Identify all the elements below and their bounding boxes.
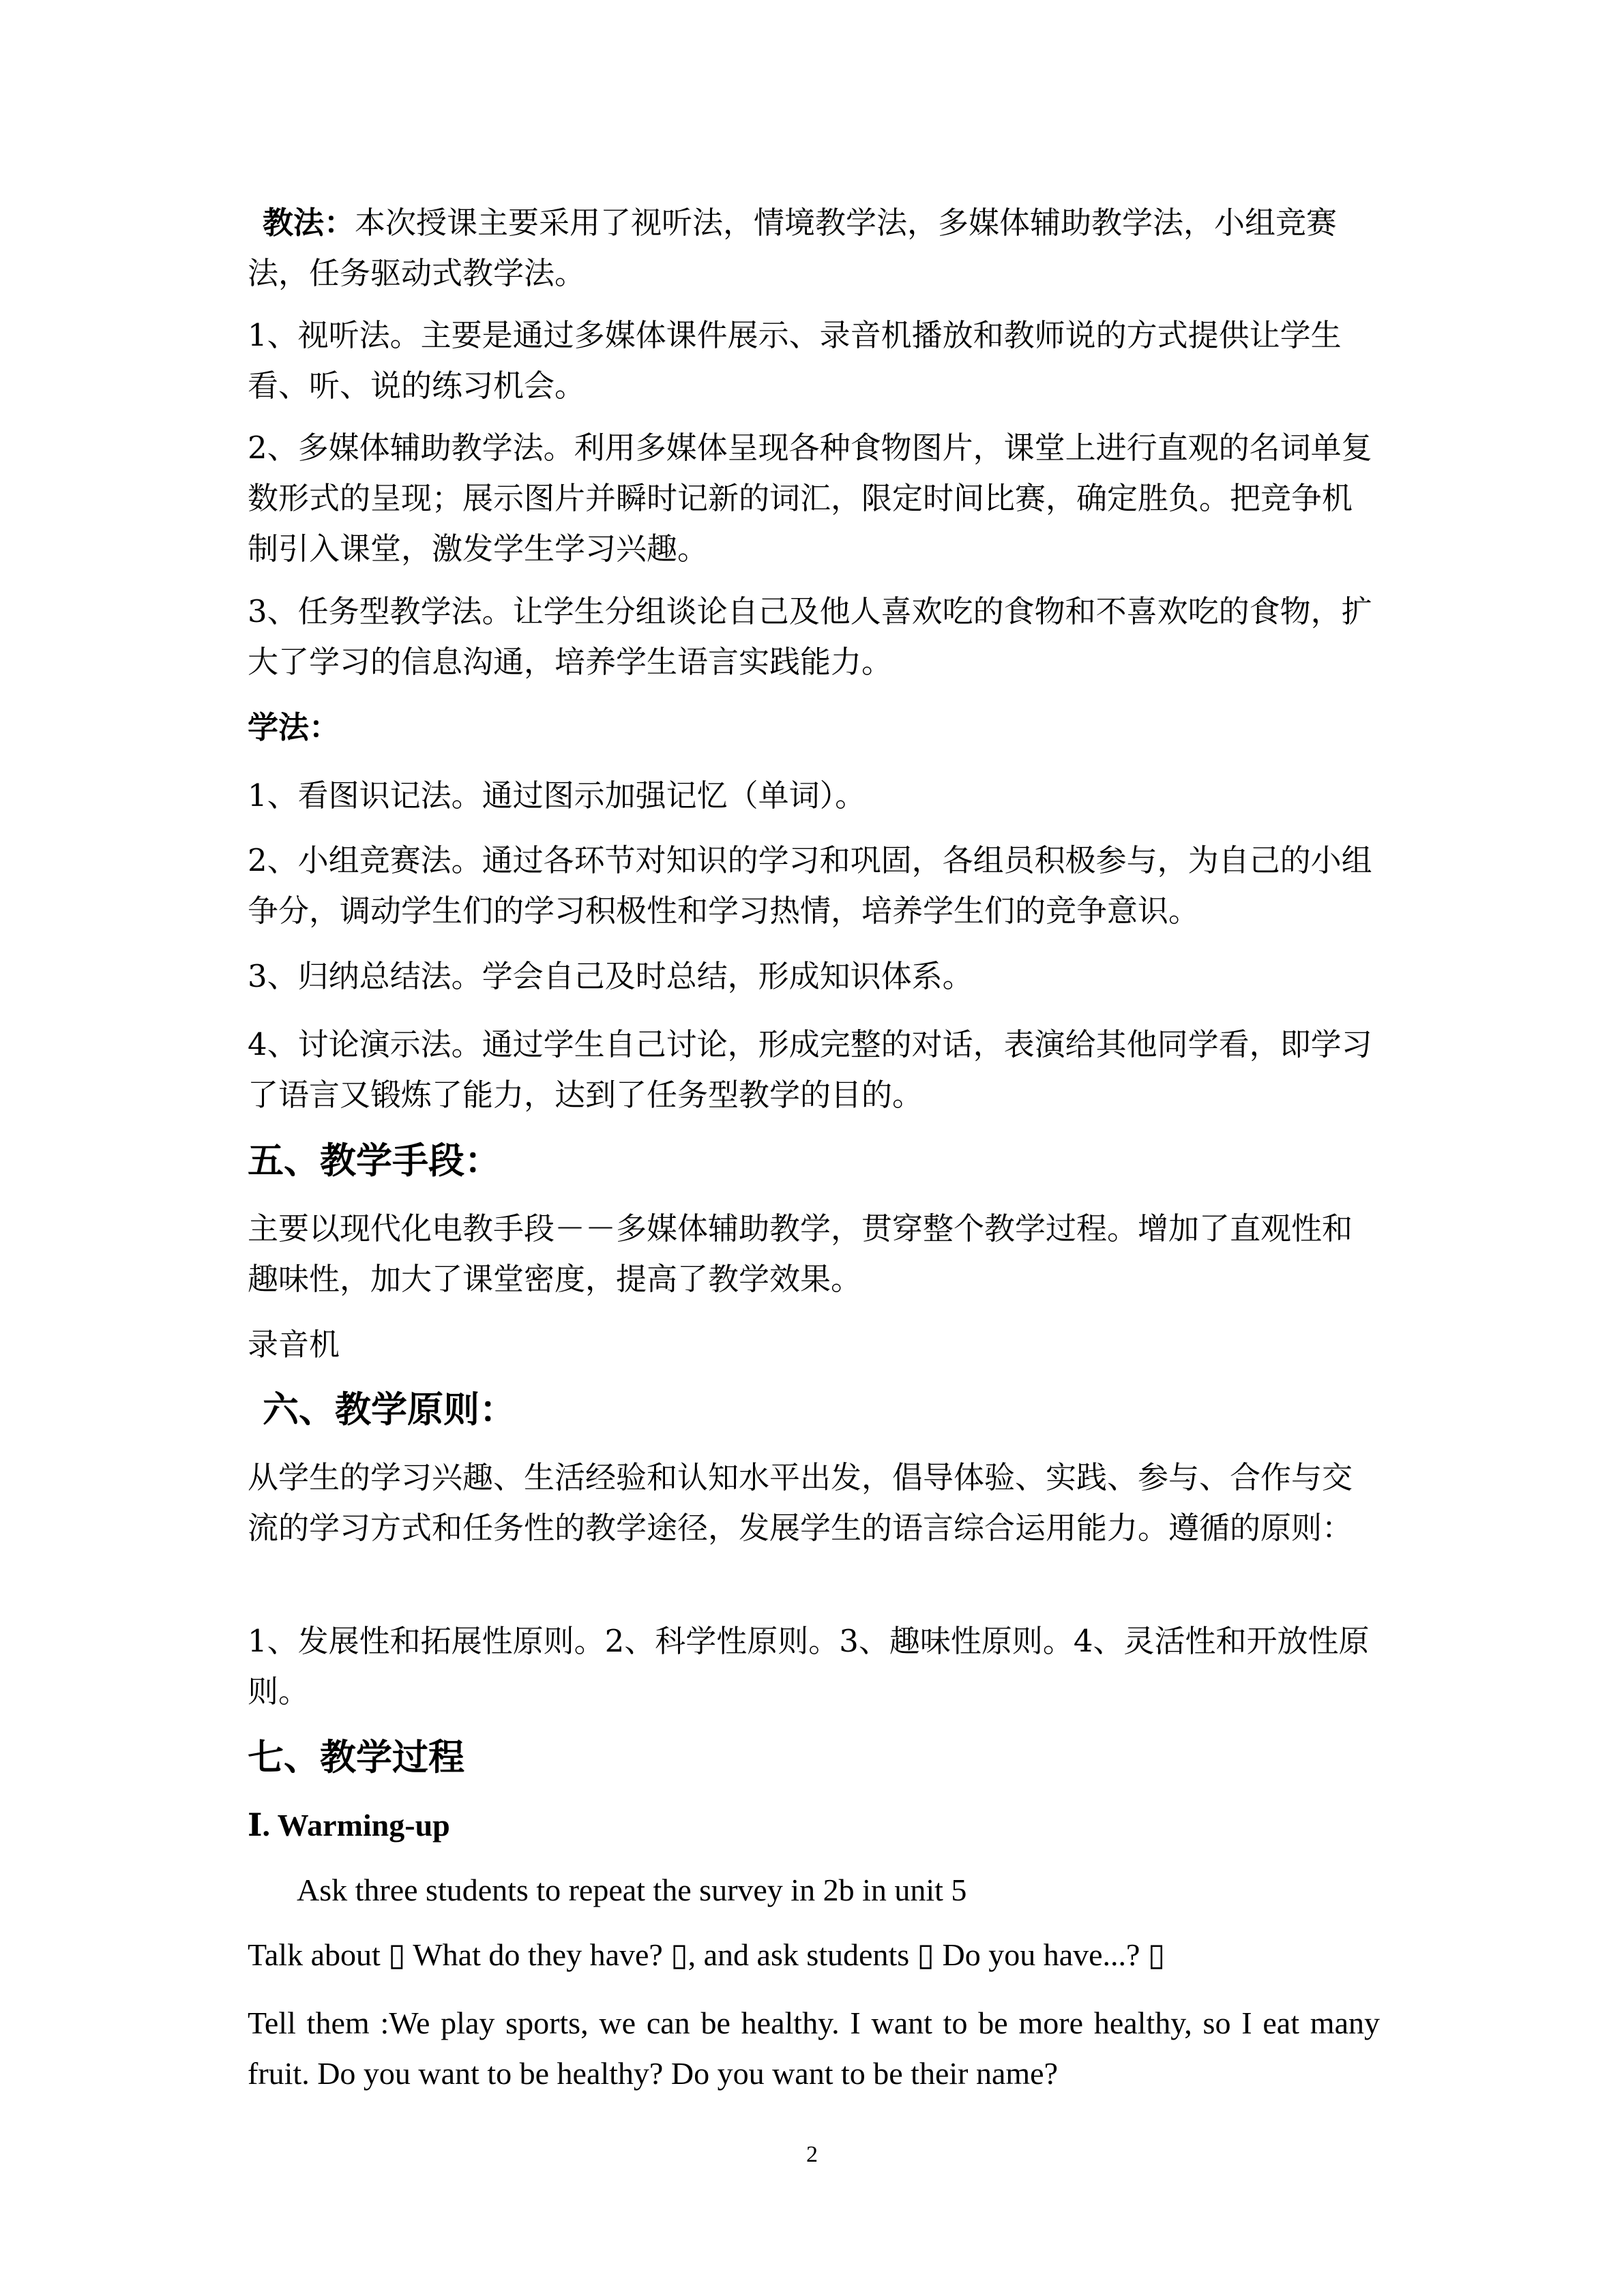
warming-up-line-2: Talk about ▯ What do they have? ▯, and ask students ▯ Do you have...? ▯ <box>248 1937 1166 1972</box>
warming-up-line-3: Tell them :We play sports, we can be healthy. I want to be more healthy, so I eat many fruit. Do you want to be healthy? Do you want to be their name? <box>248 2006 1380 2091</box>
section-7-heading: 七、教学过程 <box>248 1736 464 1778</box>
section-5-heading: 五、教学手段： <box>248 1139 501 1182</box>
teaching-method-item-2: 2、多媒体辅助教学法。利用多媒体呈现各种食物图片，课堂上进行直观的名词单复数形式的呈现；展示图片并瞬时记新的词汇，限定时间比赛，确定胜负。把竞争机制引入课堂，激发学生学习兴趣。 <box>248 430 1372 567</box>
section-6-principles: 1、发展性和拓展性原则。2、科学性原则。3、趣味性原则。4、灵活性和开放性原则。 <box>248 1623 1370 1710</box>
section-6-heading: 六、教学原则： <box>263 1388 516 1431</box>
page-number: 2 <box>806 2142 818 2167</box>
section-6-body: 从学生的学习兴趣、生活经验和认知水平出发，倡导体验、实践、参与、合作与交流的学习方式和任务性的教学途径，发展学生的语言综合运用能力。遵循的原则： <box>248 1459 1353 1546</box>
learning-method-item-2: 2、小组竞赛法。通过各环节对知识的学习和巩固，各组员积极参与，为自己的小组争分，调动学生们的学习积极性和学习热情，培养学生们的竞争意识。 <box>248 842 1372 929</box>
warming-up-line-1: Ask three students to repeat the survey in 2b in unit 5 <box>297 1873 967 1907</box>
section-5-body: 主要以现代化电教手段－－多媒体辅助教学，贯穿整个教学过程。增加了直观性和趣味性，加大了课堂密度，提高了教学效果。 <box>248 1210 1353 1297</box>
teaching-methods-intro <box>248 198 1380 299</box>
teaching-methods-intro-text: 本次授课主要采用了视听法，情境教学法，多媒体辅助教学法，小组竞赛法，任务驱动式教学法。 <box>248 205 1338 291</box>
learning-method-item-1: 1、看图识记法。通过图示加强记忆（单词）。 <box>248 777 866 814</box>
section-5-note: 录音机 <box>248 1326 340 1362</box>
learning-method-item-3: 3、归纳总结法。学会自己及时总结，形成知识体系。 <box>248 958 973 994</box>
teaching-method-item-3: 3、任务型教学法。让学生分组谈论自己及他人喜欢吃的食物和不喜欢吃的食物，扩大了学习的信息沟通，培养学生语言实践能力。 <box>248 593 1372 680</box>
teaching-methods-label: 教法： <box>263 205 355 241</box>
learning-methods-label: 学法： <box>248 709 340 745</box>
warming-up-subheading: Ⅰ. Warming-up <box>248 1808 450 1843</box>
learning-method-item-4: 4、讨论演示法。通过学生自己讨论，形成完整的对话，表演给其他同学看，即学习了语言又锻炼了能力，达到了任务型教学的目的。 <box>248 1026 1372 1113</box>
teaching-method-item-1: 1、视听法。主要是通过多媒体课件展示、录音机播放和教师说的方式提供让学生看、听、说的练习机会。 <box>248 317 1342 404</box>
